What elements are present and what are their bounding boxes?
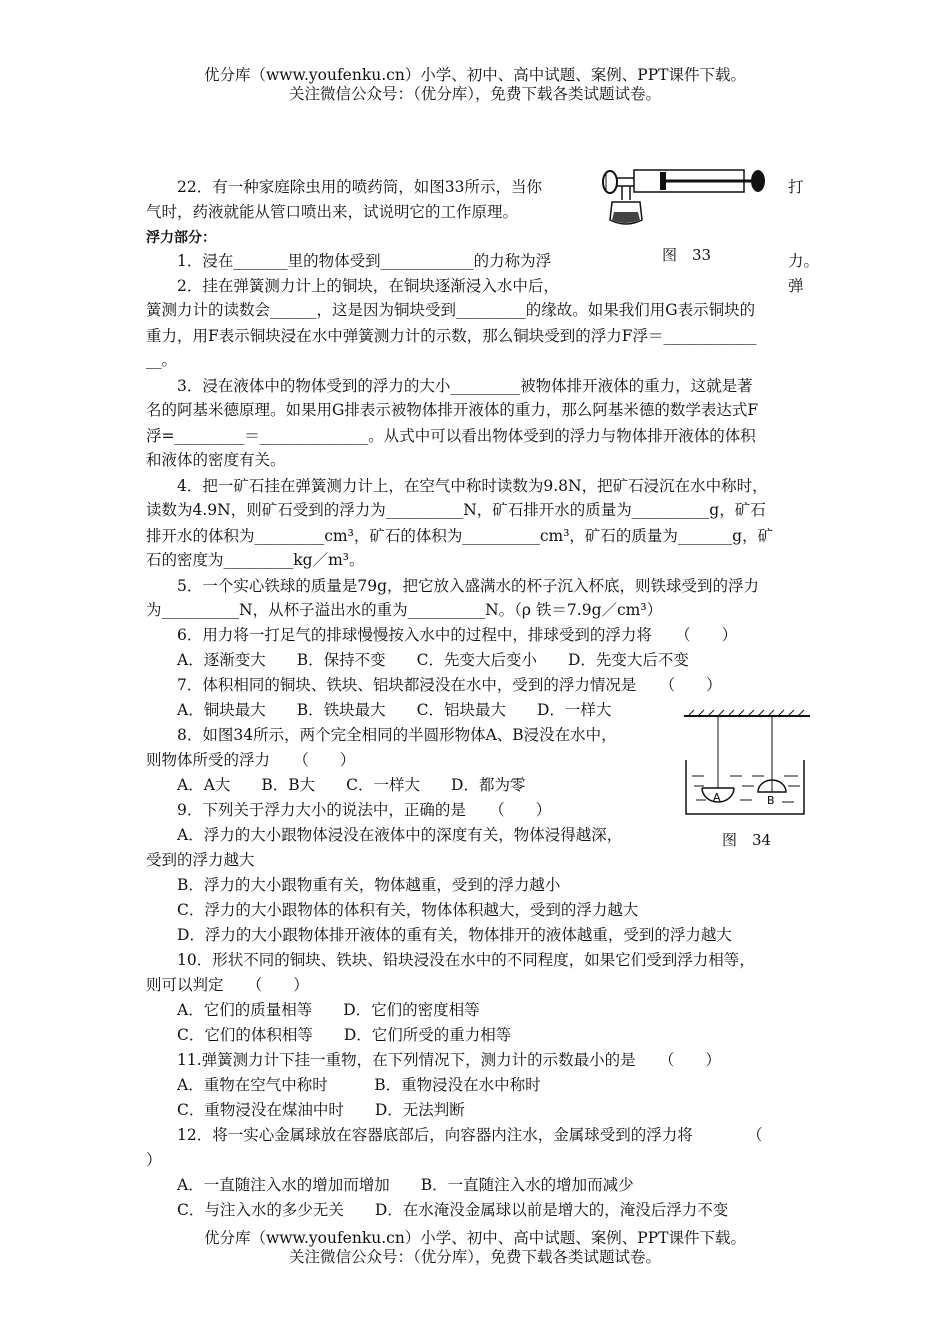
q1-line: 1．浸在_______里的物体受到____________的力称为浮 — [146, 252, 552, 270]
q12-options-2: C．与注入水的多少无关 D．在水淹没金属球以前是增大的，淹没后浮力不变 — [146, 1201, 729, 1219]
figure-33-sprayer — [598, 160, 778, 240]
q6-options: A．逐渐变大 B．保持不变 C．先变大后变小 D．先变大后不变 — [146, 651, 689, 669]
q8-options: A．A大 B．B大 C．一样大 D．都为零 — [146, 776, 526, 794]
q2-line-2: 簧测力计的读数会______，这是因为铜块受到_________的缘故。如果我们用G表示铜块的 — [146, 301, 756, 319]
q2-line-4: __。 — [146, 351, 178, 369]
q3-line-2: 名的阿基米德原理。如果用G排表示被物体排开液体的重力，那么阿基米德的数学表达式F — [146, 401, 759, 419]
q4-line-4: 石的密度为_________kg／m³。 — [146, 551, 365, 569]
figure-34-label-a: A — [713, 791, 721, 804]
footer-line-1: 优分库（www.youfenku.cn）小学、初中、高中试题、案例、PPT课件下载。 — [203, 1229, 747, 1247]
q10-options-1: A．它们的质量相等 D．它们的密度相等 — [146, 1001, 480, 1019]
q12-options-1: A．一直随注入水的增加而增加 B．一直随注入水的增加而减少 — [146, 1176, 634, 1194]
q4-line-3: 排开水的体积为_________cm³，矿石的体积为__________cm³，矿石的质量为_______g，矿 — [146, 527, 774, 545]
q12-line-2: ） — [146, 1151, 162, 1169]
q22-line-2: 气时，药液就能从管口喷出来，试说明它的工作原理。 — [146, 203, 519, 221]
q10-line-2: 则可以判定 （ ） — [146, 976, 309, 994]
q9-line: 9．下列关于浮力大小的说法中，正确的是 （ ） — [146, 801, 552, 819]
q11-options-2: C．重物浸没在煤油中时 D．无法判断 — [146, 1101, 465, 1119]
q8-line-1: 8．如图34所示，两个完全相同的半圆形物体A、B浸没在水中， — [146, 726, 617, 744]
q9-option-b: B．浮力的大小跟物重有关，物体越重，受到的浮力越小 — [146, 876, 561, 894]
q11-options-1: A．重物在空气中称时 B．重物浸没在水中称时 — [146, 1076, 541, 1094]
q22-line-1: 22．有一种家庭除虫用的喷药筒，如图33所示，当你 — [146, 178, 542, 196]
header-line-2: 关注微信公众号：（优分库），免费下载各类试题试卷。 — [288, 85, 661, 103]
q3-line-4: 和液体的密度有关。 — [146, 451, 286, 469]
q22-line-1-end: 打 — [788, 178, 804, 196]
q8-line-2: 则物体所受的浮力 （ ） — [146, 751, 356, 769]
q3-line-3: 浮=_________＝______________。从式中可以看出物体受到的浮力与物体排开液体的体积 — [146, 427, 756, 445]
q7-line: 7．体积相同的铜块、铁块、铝块都浸没在水中，受到的浮力情况是 （ ） — [146, 676, 722, 694]
q9-option-d: D．浮力的大小跟物体排开液体的重有关，物体排开的液体越重，受到的浮力越大 — [146, 926, 732, 944]
q9-option-a-line-2: 受到的浮力越大 — [146, 851, 255, 869]
q10-line-1: 10．形状不同的铜块、铁块、铅块浸没在水中的不同程度，如果它们受到浮力相等， — [146, 951, 755, 969]
figure-34-label-b: B — [767, 794, 775, 807]
q3-line-1: 3．浸在液体中的物体受到的浮力的大小_________被物体排开液体的重力，这就是著 — [146, 377, 753, 395]
q4-line-1: 4．把一矿石挂在弹簧测力计上，在空气中称时读数为9.8N，把矿石浸沉在水中称时， — [146, 477, 768, 495]
q2-line-1: 2．挂在弹簧测力计上的铜块，在铜块逐渐浸入水中后， — [146, 277, 559, 295]
q4-line-2: 读数为4.9N，则矿石受到的浮力为__________N，矿石排开水的质量为__________g，矿石 — [146, 501, 766, 519]
figure-34-caption: 图 34 — [722, 831, 772, 849]
section-title-buoyancy: 浮力部分： — [146, 230, 216, 246]
q1-line-end: 力。 — [788, 252, 820, 270]
q9-option-c: C．浮力的大小跟物体的体积有关，物体体积越大，受到的浮力越大 — [146, 901, 639, 919]
q7-options: A．铜块最大 B．铁块最大 C．铝块最大 D．一样大 — [146, 701, 612, 719]
q9-option-a-line-1: A．浮力的大小跟物体浸没在液体中的深度有关，物体浸得越深， — [146, 826, 623, 844]
q5-line-1: 5．一个实心铁球的质量是79g，把它放入盛满水的杯子沉入杯底，则铁球受到的浮力 — [146, 577, 760, 595]
figure-34-objects-in-water — [682, 706, 812, 824]
figure-33-caption: 图 33 — [662, 246, 712, 264]
q10-options-2: C．它们的体积相等 D．它们所受的重力相等 — [146, 1026, 512, 1044]
q2-line-3: 重力，用F表示铜块浸在水中弹簧测力计的示数，那么铜块受到的浮力F浮＝____________ — [146, 327, 757, 345]
footer-line-2: 关注微信公众号：（优分库），免费下载各类试题试卷。 — [288, 1248, 661, 1266]
q6-line: 6．用力将一打足气的排球慢慢按入水中的过程中，排球受到的浮力将 （ ） — [146, 626, 738, 644]
q12-line-1: 12．将一实心金属球放在容器底部后，向容器内注水，金属球受到的浮力将 （ — [146, 1126, 763, 1144]
q5-line-2: 为__________N，从杯子溢出水的重为__________N。（ρ 铁＝7.9g／cm³） — [146, 601, 663, 619]
q11-line: 11.弹簧测力计下挂一重物，在下列情况下，测力计的示数最小的是 （ ） — [146, 1051, 721, 1069]
header-line-1: 优分库（www.youfenku.cn）小学、初中、高中试题、案例、PPT课件下载。 — [203, 66, 747, 84]
q2-line-1-end: 弹 — [788, 277, 804, 295]
